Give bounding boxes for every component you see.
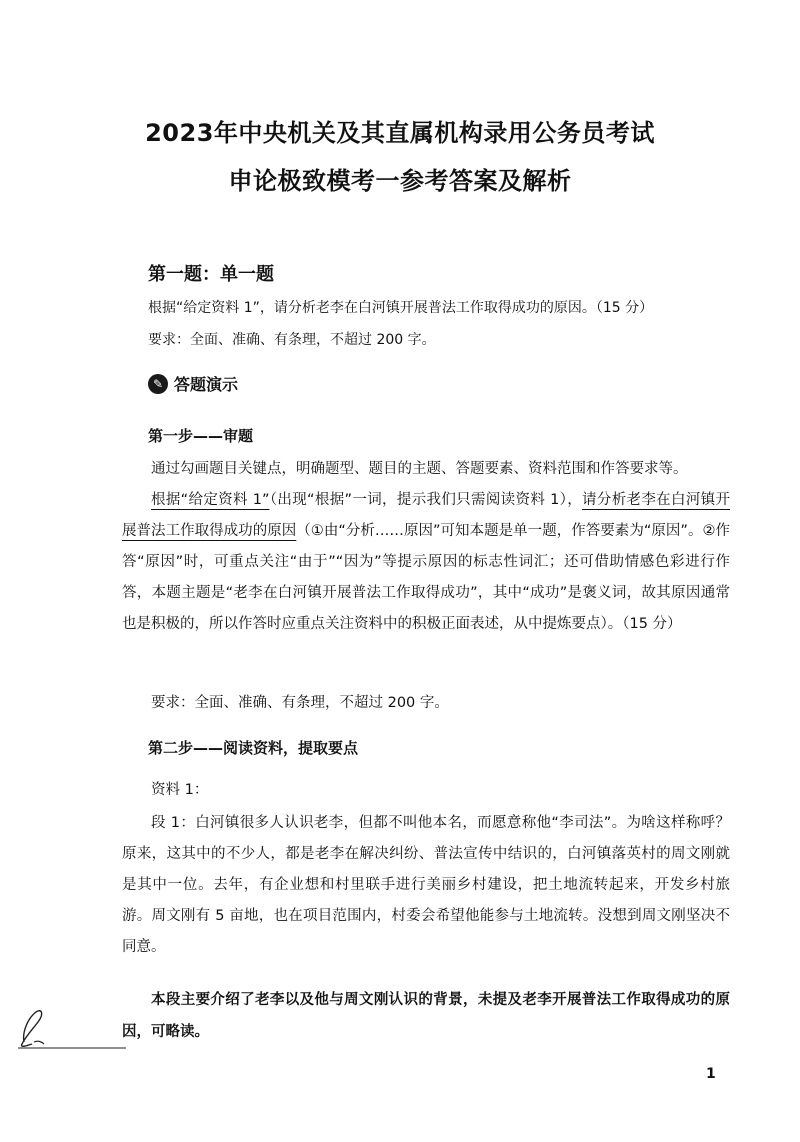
document-title xyxy=(0,112,800,202)
question-heading: 第一题：单一题 xyxy=(148,264,274,285)
title-line-1: 2023年中央机关及其直属机构录用公务员考试 xyxy=(145,119,655,147)
page-number: 1 xyxy=(706,1066,716,1082)
question-requirement: 要求：全面、准确、有条理，不超过 200 字。 xyxy=(148,332,436,348)
keyword-underline-task: 请分析老李在白河镇开展普法工作取得成功的原因 xyxy=(122,492,730,539)
keyword-underline-material: 根据“给定资料 1” xyxy=(151,492,270,508)
analysis-note-1: （出现“根据”一词，提示我们只需阅读资料 1）， xyxy=(269,492,583,508)
question-prompt: 根据“给定资料 1”，请分析老李在白河镇开展普法工作取得成功的原因。（15 分） xyxy=(148,300,654,316)
handwritten-signature xyxy=(14,1004,129,1058)
analysis-note-2: （①由“分析……原因”可知本题是单一题，作答要素为“原因”。②作答“原因”时，可重点关注“由于”“因为”等提示原因的标志性词汇；还可借助情感色彩进行作答，本题主题是“老李在白河镇开展普法工作取得成功”，其中“成功”是褒义词，故其原因通常也是积极的，所以作答时应重点关注资料中的积极正面表述，从中提炼要点）。（15 分） xyxy=(122,523,731,632)
step2-heading: 第二步——阅读资料，提取要点 xyxy=(148,739,359,757)
step1-heading: 第一步——审题 xyxy=(148,427,254,445)
pen-circle-icon: ✎ xyxy=(148,374,168,394)
step1-requirement: 要求：全面、准确、有条理，不超过 200 字。 xyxy=(151,695,449,711)
title-line-2: 申论极致模考一参考答案及解析 xyxy=(228,167,572,195)
paragraph-note: 本段主要介绍了老李以及他与周文刚认识的背景，未提及老李开展普法工作取得成功的原因，可略读。 xyxy=(122,992,730,1040)
material-paragraph-1: 段 1：白河镇很多人认识老李，但都不叫他本名，而愿意称他“李司法”。为啥这样称呼？原来，这其中的不少人，都是老李在解决纠纷、普法宣传中结识的，白河镇落英村的周文刚就是其中一位。去年，有企业想和村里联手进行美丽乡村建设，把土地流转起来，开发乡村旅游。周文刚有 5 亩地，也在项目范围内，村委会希望他能参与土地流转。没想到周文刚坚决不同意。 xyxy=(122,815,730,955)
step1-analysis xyxy=(122,485,730,640)
material-label: 资料 1： xyxy=(151,782,209,798)
step1-intro: 通过勾画题目关键点，明确题型、题目的主题、答题要素、资料范围和作答要求等。 xyxy=(151,461,688,477)
answer-demo-header xyxy=(148,372,238,395)
answer-demo-label: 答题演示 xyxy=(174,375,239,394)
